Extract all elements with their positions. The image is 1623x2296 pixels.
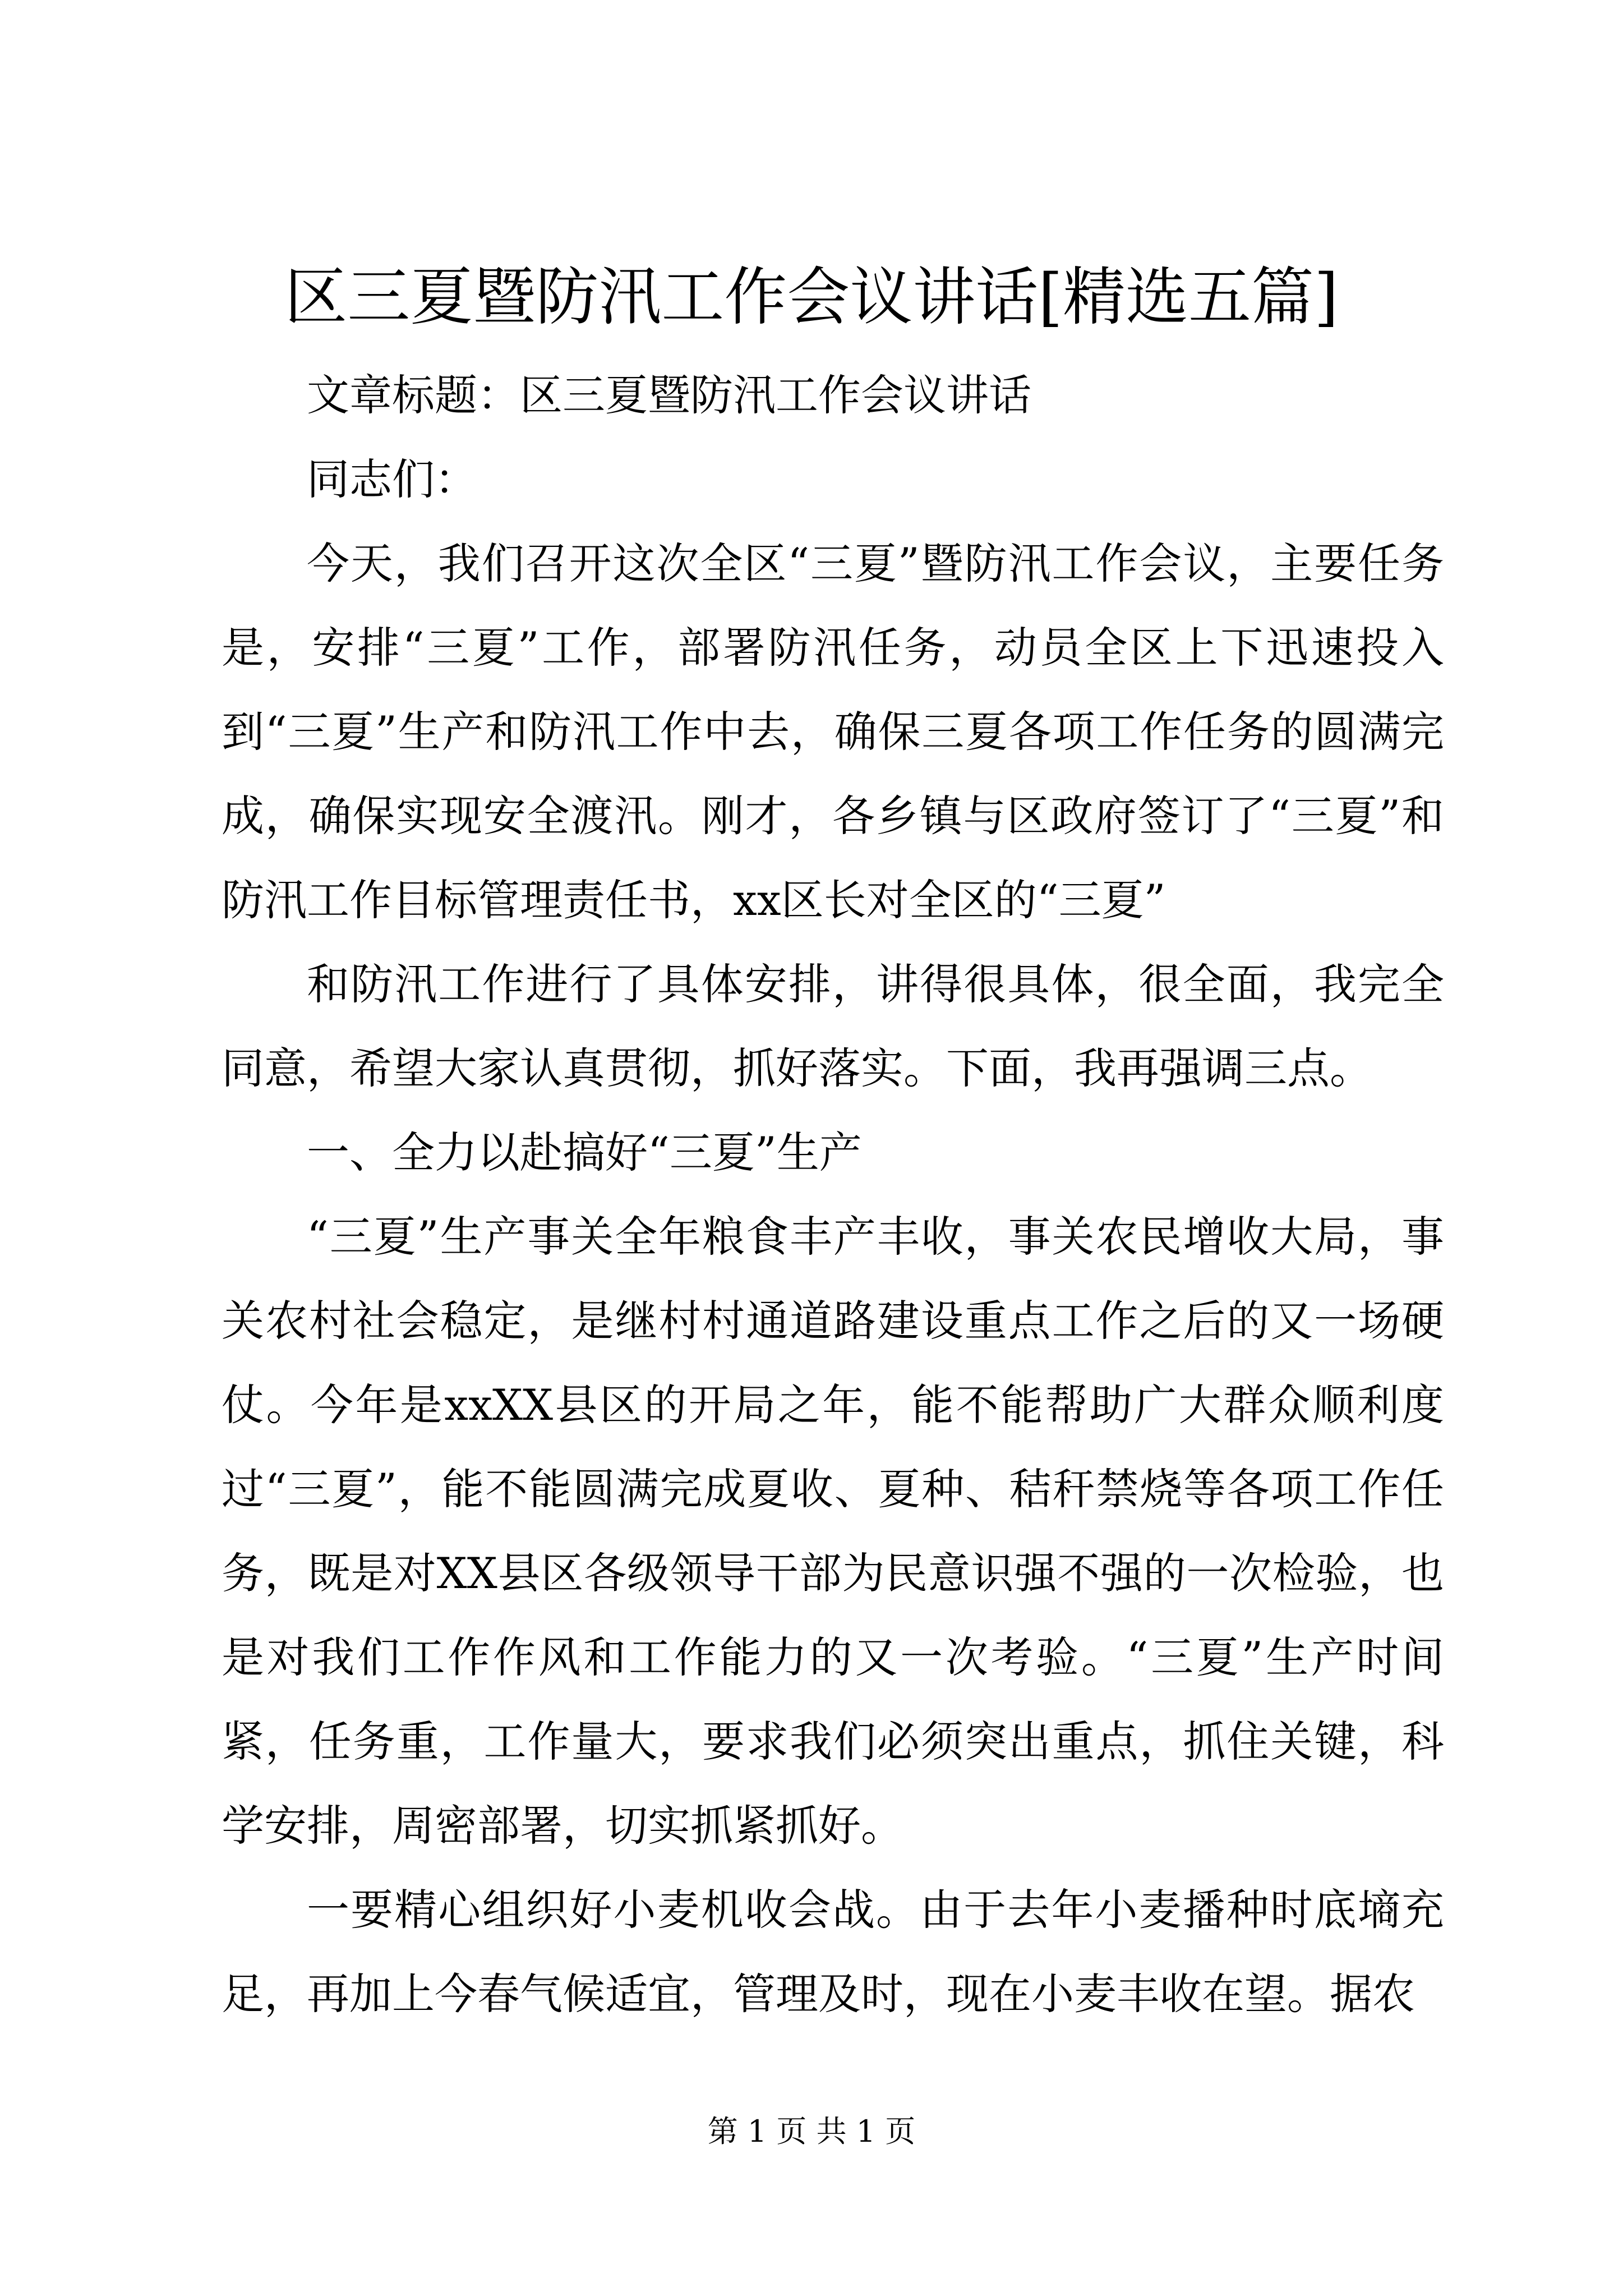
paragraph: 和防汛工作进行了具体安排，讲得很具体，很全面，我完全同意，希望大家认真贯彻，抓好落实。下面，我再强调三点。 bbox=[222, 959, 1444, 1093]
paragraph: “三夏”生产事关全年粮食丰产丰收，事关农民增收大局，事关农村社会稳定，是继村村通道路建设重点工作之后的又一场硬仗。今年是xxXX县区的开局之年，能不能帮助广大群众顺利度过“三夏”，能不能圆满完成夏收、夏种、秸秆禁烧等各项工作任务，既是对XX县区各级领导干部为民意识强不强的一次检验，也是对我们工作作风和工作能力的又一次考验。“三夏”生产时间紧，任务重，工作量大，要求我们必须突出重点，抓住关键，科学安排，周密部署，切实抓紧抓好。 bbox=[222, 1212, 1444, 1851]
document-title: 区三夏暨防汛工作会议讲话[精选五篇] bbox=[284, 261, 1339, 334]
document-body bbox=[222, 353, 1444, 2036]
paragraph: 一要精心组织好小麦机收会战。由于去年小麦播种时底墒充足，再加上今春气候适宜，管理及时，现在小麦丰收在望。据农 bbox=[222, 1885, 1444, 2019]
salutation: 同志们： bbox=[307, 454, 477, 504]
paragraph: 今天，我们召开这次全区“三夏”暨防汛工作会议，主要任务是，安排“三夏”工作，部署防汛任务，动员全区上下迅速投入到“三夏”生产和防汛工作中去，确保三夏各项工作任务的圆满完成，确保实现安全渡汛。刚才，各乡镇与区政府签订了“三夏”和防汛工作目标管理责任书，xx区长对全区的“三夏” bbox=[222, 539, 1444, 925]
article-title-line: 文章标题：区三夏暨防汛工作会议讲话 bbox=[307, 370, 1031, 420]
section-heading: 一、全力以赴搞好“三夏”生产 bbox=[307, 1128, 862, 1177]
page-footer: 第 1 页 共 1 页 bbox=[707, 2114, 916, 2149]
